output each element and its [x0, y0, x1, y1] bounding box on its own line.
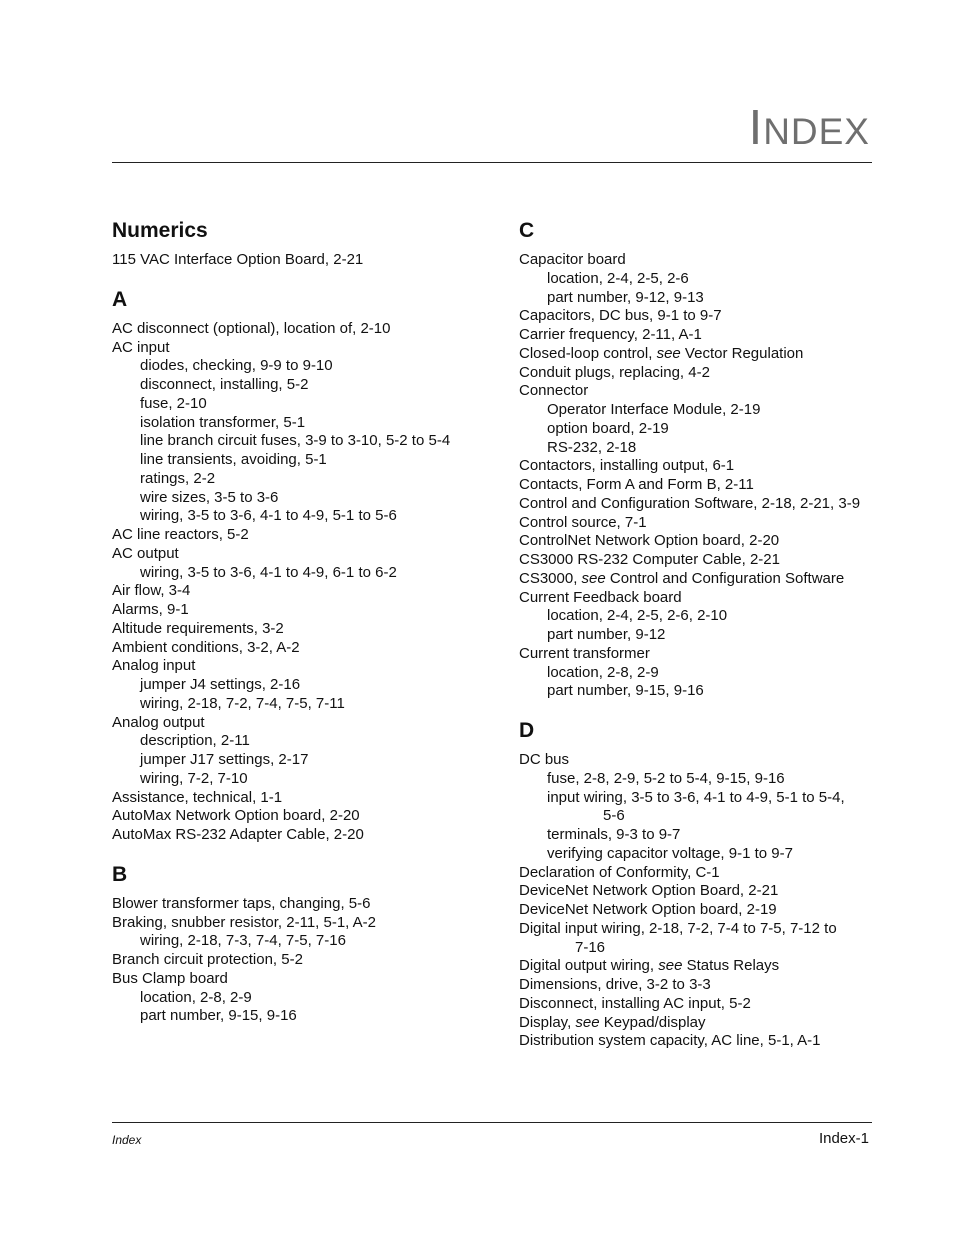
index-entry: Contactors, installing output, 6-1 — [519, 457, 735, 475]
index-entry: Capacitor board — [519, 251, 626, 268]
index-subentry: location, 2-8, 2-9 — [547, 663, 659, 681]
index-entry: Current transformer — [519, 644, 650, 662]
index-section-numerics — [112, 216, 502, 270]
index-entry: Carrier frequency, 2-11, A-1 — [519, 326, 702, 343]
page-title-rest: NDEX — [763, 111, 870, 152]
index-subentry: line transients, avoiding, 5-1 — [140, 451, 327, 468]
entry-target: Status Relays — [682, 957, 780, 975]
section-heading: Numerics — [112, 219, 208, 242]
index-entry: Analog input — [112, 657, 196, 675]
index-entry: Ambient conditions, 3-2, A-2 — [112, 638, 300, 656]
index-entry: AC disconnect (optional), location of, 2-10 — [112, 319, 391, 337]
index-subentry: part number, 9-15, 9-16 — [547, 682, 704, 700]
entry-target: Keypad/display — [599, 1013, 706, 1031]
index-subentry: wiring, 3-5 to 3-6, 4-1 to 4-9, 6-1 to 6-2 — [140, 563, 397, 581]
index-subentry: option board, 2-19 — [547, 419, 669, 437]
index-entry-continuation: 7-16 — [575, 938, 606, 956]
index-entry: AC output — [112, 544, 179, 562]
index-subentry: wiring, 2-18, 7-3, 7-4, 7-5, 7-16 — [140, 932, 346, 950]
index-entry — [519, 957, 879, 976]
index-subentry: verifying capacitor voltage, 9-1 to 9-7 — [547, 844, 793, 862]
index-entry: Disconnect, installing AC input, 5-2 — [519, 994, 751, 1012]
index-section-c — [519, 216, 879, 701]
index-entry: Air flow, 3-4 — [112, 582, 191, 600]
index-subentry: wire sizes, 3-5 to 3-6 — [140, 488, 279, 506]
entry-text: Digital output wiring, — [519, 957, 659, 975]
index-subentry: description, 2-11 — [140, 732, 250, 750]
index-entry: Conduit plugs, replacing, 4-2 — [519, 363, 710, 381]
section-heading: A — [112, 287, 128, 311]
index-entry: DeviceNet Network Option board, 2-19 — [519, 901, 777, 918]
page-title — [748, 101, 870, 155]
index-subentry: wiring, 2-18, 7-2, 7-4, 7-5, 7-11 — [140, 694, 345, 712]
header-rule — [112, 162, 872, 163]
entry-target: Control and Configuration Software — [605, 569, 845, 587]
index-entry: ControlNet Network Option board, 2-20 — [519, 532, 780, 550]
index-subentry: fuse, 2-8, 2-9, 5-2 to 5-4, 9-15, 9-16 — [547, 769, 785, 787]
index-subentry: jumper J17 settings, 2-17 — [140, 751, 309, 768]
index-section-a — [112, 285, 502, 845]
index-entry: Assistance, technical, 1-1 — [112, 788, 283, 806]
index-entry — [519, 345, 879, 364]
index-entry: Declaration of Conformity, C-1 — [519, 863, 720, 881]
index-subentry: location, 2-4, 2-5, 2-6, 2-10 — [547, 607, 728, 625]
index-entry: Analog output — [112, 713, 205, 731]
index-entry: AutoMax RS-232 Adapter Cable, 2-20 — [112, 826, 364, 843]
index-column-right — [519, 216, 879, 1066]
index-subentry: RS-232, 2-18 — [547, 438, 637, 456]
see-reference: see — [656, 344, 681, 362]
index-entry: AC line reactors, 5-2 — [112, 526, 249, 543]
see-reference: see — [658, 957, 683, 975]
entry-text: Display, — [519, 1013, 576, 1031]
index-entry: Blower transformer taps, changing, 5-6 — [112, 894, 371, 912]
section-heading: C — [519, 219, 535, 242]
index-subentry: input wiring, 3-5 to 3-6, 4-1 to 4-9, 5-1 to 5-4, — [547, 788, 845, 806]
footer-rule — [112, 1122, 872, 1123]
index-entry: Control source, 7-1 — [519, 513, 647, 531]
index-subentry: location, 2-4, 2-5, 2-6 — [547, 269, 689, 287]
index-entry: Current Feedback board — [519, 588, 682, 606]
index-entry: Contacts, Form A and Form B, 2-11 — [519, 476, 754, 493]
section-heading: D — [519, 719, 535, 742]
footer-section-label: Index — [112, 1133, 142, 1147]
index-entry: Digital input wiring, 2-18, 7-2, 7-4 to 7-5, 7-12 to — [519, 919, 837, 937]
index-subentry: jumper J4 settings, 2-16 — [140, 676, 301, 693]
page-title-initial: I — [748, 101, 764, 155]
index-subentry: disconnect, installing, 5-2 — [140, 376, 309, 393]
index-entry: DC bus — [519, 751, 570, 768]
index-subentry: part number, 9-12, 9-13 — [547, 288, 704, 306]
index-entry: 115 VAC Interface Option Board, 2-21 — [112, 251, 364, 268]
index-section-d — [519, 716, 879, 1051]
index-entry: AC input — [112, 338, 170, 356]
index-subentry: terminals, 9-3 to 9-7 — [547, 826, 681, 843]
index-entry: Bus Clamp board — [112, 969, 228, 987]
index-subentry: diodes, checking, 9-9 to 9-10 — [140, 357, 333, 375]
see-reference: see — [575, 1013, 600, 1031]
index-entry: Capacitors, DC bus, 9-1 to 9-7 — [519, 307, 722, 325]
index-entry: Braking, snubber resistor, 2-11, 5-1, A-2 — [112, 913, 377, 931]
index-entry: Dimensions, drive, 3-2 to 3-3 — [519, 976, 711, 993]
index-entry: Alarms, 9-1 — [112, 601, 189, 618]
see-reference: see — [581, 569, 606, 587]
index-subentry: fuse, 2-10 — [140, 394, 207, 412]
footer-page-number: Index-1 — [818, 1130, 869, 1147]
index-section-b — [112, 860, 502, 1026]
index-subentry: ratings, 2-2 — [140, 469, 216, 487]
index-column-left — [112, 216, 502, 1041]
index-subentry: location, 2-8, 2-9 — [140, 988, 252, 1006]
index-entry: Branch circuit protection, 5-2 — [112, 951, 303, 968]
index-entry: Altitude requirements, 3-2 — [112, 619, 284, 637]
index-entry: DeviceNet Network Option Board, 2-21 — [519, 882, 779, 900]
index-entry: Control and Configuration Software, 2-18, 2-21, 3-9 — [519, 494, 861, 512]
section-heading: B — [112, 862, 128, 886]
index-subentry: line branch circuit fuses, 3-9 to 3-10, 5-2 to 5-4 — [140, 432, 451, 450]
index-subentry: Operator Interface Module, 2-19 — [547, 401, 761, 418]
index-entry — [519, 1014, 879, 1033]
index-subentry: part number, 9-12 — [547, 626, 666, 643]
index-entry: AutoMax Network Option board, 2-20 — [112, 807, 360, 825]
index-subentry: wiring, 7-2, 7-10 — [140, 769, 248, 787]
index-entry-continuation: 5-6 — [603, 807, 625, 825]
entry-text: CS3000, — [519, 569, 582, 587]
index-entry — [519, 570, 879, 589]
index-subentry: isolation transformer, 5-1 — [140, 413, 306, 431]
index-subentry: part number, 9-15, 9-16 — [140, 1007, 297, 1025]
entry-text: Closed-loop control, — [519, 344, 657, 362]
index-entry: Distribution system capacity, AC line, 5-1, A-1 — [519, 1032, 821, 1050]
index-subentry: wiring, 3-5 to 3-6, 4-1 to 4-9, 5-1 to 5-6 — [140, 507, 397, 525]
entry-target: Vector Regulation — [680, 344, 804, 362]
index-entry: Connector — [519, 382, 589, 400]
index-entry: CS3000 RS-232 Computer Cable, 2-21 — [519, 551, 780, 568]
